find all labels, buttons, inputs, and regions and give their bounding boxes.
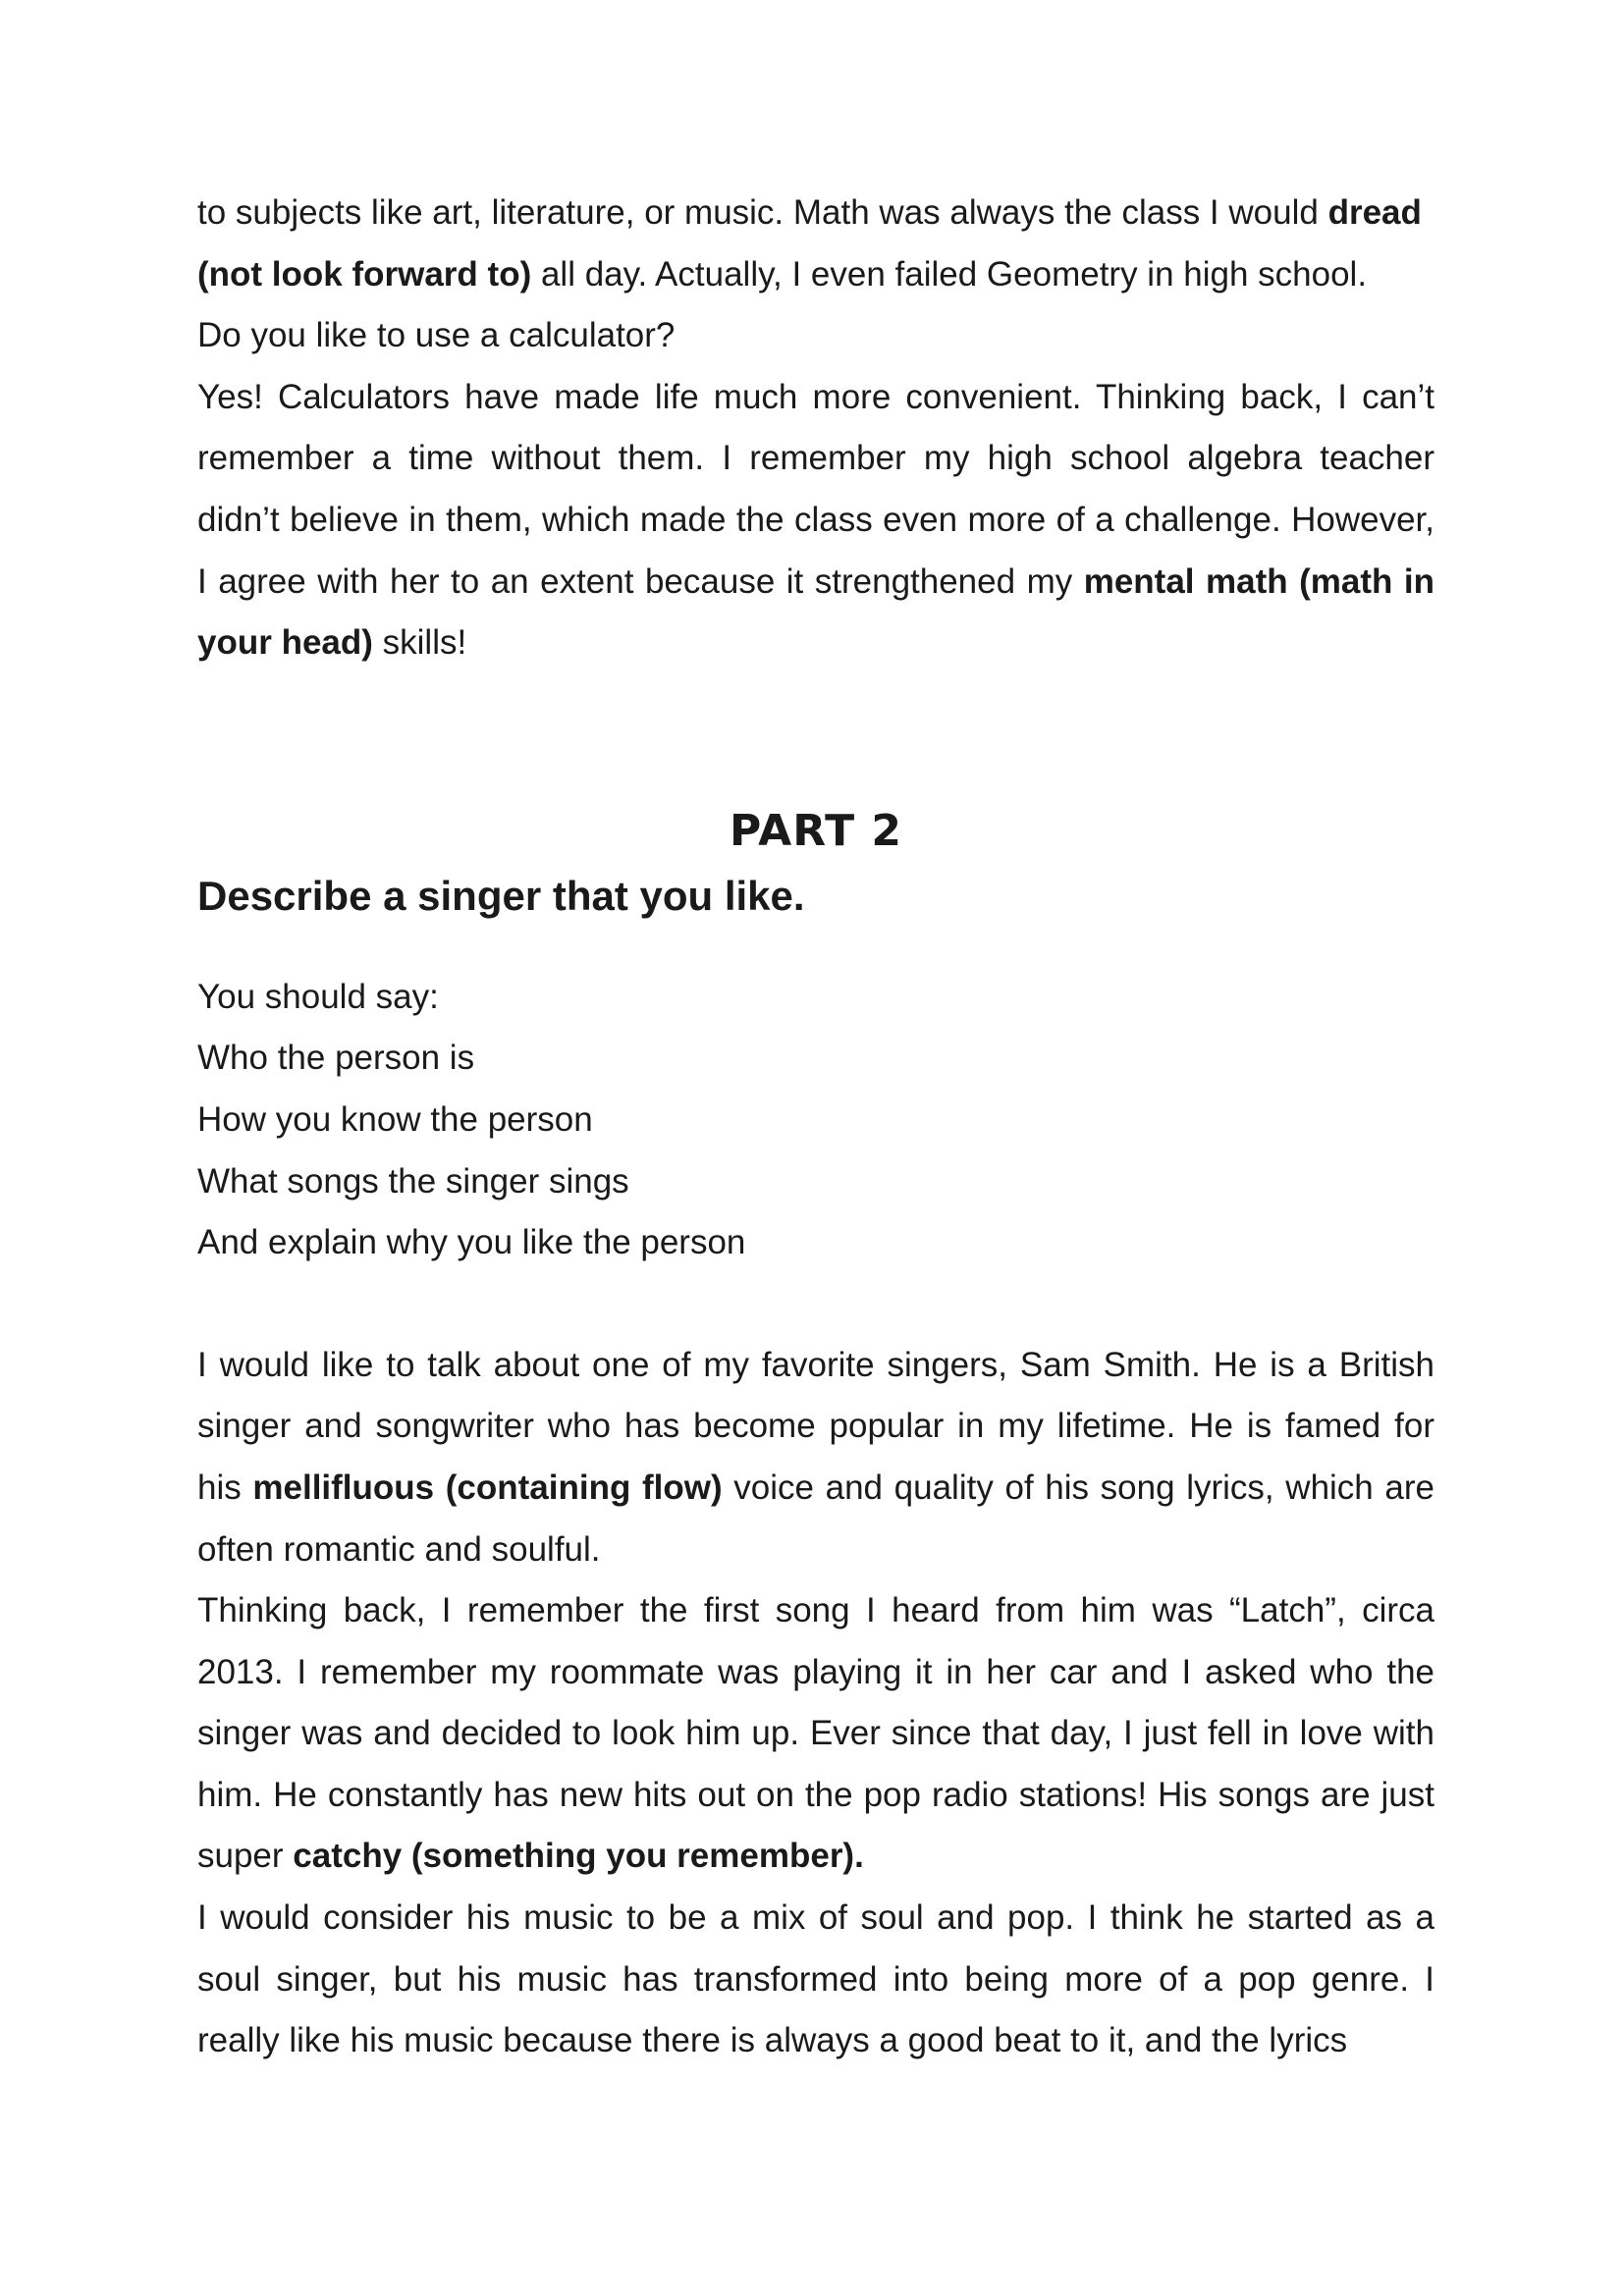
vocab-mellifluous: mellifluous (containing flow) [252, 1468, 723, 1507]
answer-calculator-end: skills! [372, 623, 467, 663]
question-calculator: Do you like to use a calculator? [197, 316, 676, 355]
prompt-line: Who the person is [197, 1039, 475, 1078]
intro-paragraph [197, 183, 1434, 305]
answer-text-end: voice and quality of his song lyrics, which are often romantic and soulful. [197, 1468, 1434, 1569]
part-heading: PART 2 [729, 805, 903, 856]
answer-text: Thinking back, I remember the first song I heard from him was “Latch”, circa 2013. I remember my roommate was playing it in her car and I asked who the singer was and decided to look him up. Ever since that day, I just fell in love with him. He constantly has new hits out on the pop radio stations! His songs are just super [197, 1591, 1434, 1876]
answer-text: I would like to talk about one of my favorite singers, Sam Smith. He is a British singer and songwriter who has become popular in my lifetime. He is famed for his [197, 1345, 1434, 1507]
prompt-line: What songs the singer sings [197, 1161, 629, 1201]
answer-calculator-text: Yes! Calculators have made life much more convenient. Thinking back, I can’t remember a time without them. I remember my high school algebra teacher didn’t believe in them, which made the class even more of a challenge. However, I agree with her to an extent because it strengthened my [197, 377, 1434, 601]
vocab-dread: dread (not look forward to) [197, 193, 1422, 294]
prompt-list [197, 967, 1434, 1274]
intro-text: to subjects like art, literature, or music. Math was always the class I would [197, 193, 1328, 232]
prompt-line: And explain why you like the person [197, 1223, 746, 1262]
document-page [197, 183, 1434, 2072]
task-title: Describe a singer that you like. [197, 872, 805, 919]
answer-paragraph-2 [197, 1580, 1434, 1888]
answer-calculator [197, 367, 1434, 674]
prompt-line: You should say: [197, 977, 439, 1016]
vocab-mental-math: mental math (math in your head) [197, 561, 1434, 663]
answer-paragraph-1 [197, 1335, 1434, 1580]
answer-paragraph-3: I would consider his music to be a mix of soul and pop. I think he started as a soul singer, but his music has transformed into being more of a pop genre. I really like his music because there is always a good beat to it, and the lyrics [197, 1898, 1434, 2060]
vocab-catchy: catchy (something you remember). [293, 1837, 864, 1876]
intro-text-end: all day. Actually, I even failed Geometry in high school. [531, 254, 1368, 294]
prompt-line: How you know the person [197, 1099, 593, 1139]
